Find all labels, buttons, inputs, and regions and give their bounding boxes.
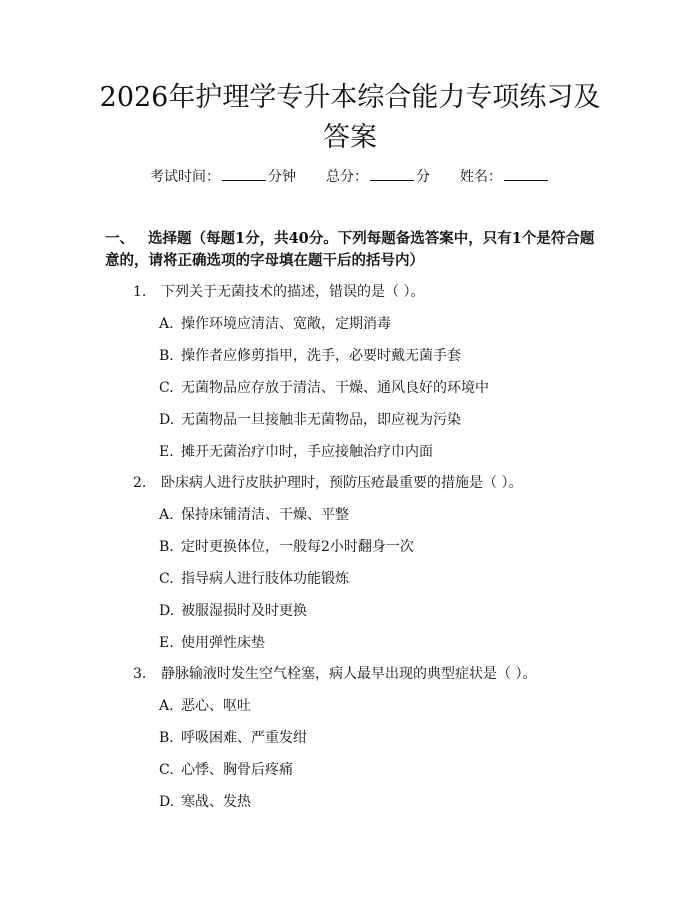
option-item — [159, 601, 307, 621]
option-text: 定时更换体位，一般每2小时翻身一次 — [181, 539, 414, 555]
option-text: 无菌物品一旦接触非无菌物品，即应视为污染 — [181, 412, 461, 428]
option-item — [159, 314, 391, 334]
option-item — [159, 378, 489, 398]
option-item — [159, 569, 349, 589]
option-text: 操作环境应清洁、宽敞，定期消毒 — [181, 316, 391, 332]
question-number: 1. — [133, 284, 147, 300]
name-label: 姓名： — [460, 169, 502, 185]
exam-score — [326, 166, 430, 188]
option-letter: B. — [159, 730, 174, 746]
question-number: 3. — [133, 666, 147, 682]
question-stem — [133, 664, 536, 684]
option-letter: B. — [159, 539, 174, 555]
option-letter: D. — [159, 412, 175, 428]
option-letter: A. — [159, 698, 174, 714]
option-text: 无菌物品应存放于清洁、干燥、通风良好的环境中 — [181, 380, 489, 396]
exam-meta — [0, 166, 700, 188]
time-label: 考试时间： — [150, 169, 220, 185]
option-text: 呼吸困难、严重发绀 — [181, 730, 307, 746]
question-text: 卧床病人进行皮肤护理时，预防压疮最重要的措施是（ ）。 — [161, 475, 523, 491]
question-stem — [133, 473, 522, 493]
option-text: 寒战、发热 — [181, 794, 251, 810]
option-item — [159, 792, 251, 812]
time-blank — [222, 167, 266, 181]
option-letter: A. — [159, 316, 174, 332]
score-blank — [370, 167, 414, 181]
option-text: 保持床铺清洁、干燥、平整 — [181, 507, 349, 523]
option-letter: E. — [159, 635, 174, 651]
option-item — [159, 505, 349, 525]
option-letter: C. — [159, 380, 174, 396]
option-item — [159, 537, 414, 557]
option-text: 操作者应修剪指甲，洗手，必要时戴无菌手套 — [181, 348, 461, 364]
option-letter: C. — [159, 571, 174, 587]
option-text: 使用弹性床垫 — [181, 635, 265, 651]
exam-name — [460, 166, 550, 188]
option-item — [159, 696, 251, 716]
section-number: 一、 — [105, 230, 134, 247]
option-text: 心悸、胸骨后疼痛 — [181, 762, 293, 778]
document-title: 2026年护理学专升本综合能力专项练习及答案 — [99, 82, 601, 153]
option-item — [159, 410, 461, 430]
exam-time — [150, 166, 296, 188]
option-letter: D. — [159, 794, 175, 810]
time-unit: 分钟 — [268, 169, 296, 185]
question-text: 下列关于无菌技术的描述，错误的是（ ）。 — [161, 284, 425, 300]
option-text: 被服湿损时及时更换 — [181, 603, 307, 619]
option-text: 指导病人进行肢体功能锻炼 — [181, 571, 349, 587]
option-item — [159, 442, 433, 462]
question-number: 2. — [133, 475, 147, 491]
question-text: 静脉输液时发生空气栓塞，病人最早出现的典型症状是（ ）。 — [161, 666, 537, 682]
option-item — [159, 760, 293, 780]
option-item — [159, 633, 265, 653]
option-letter: D. — [159, 603, 175, 619]
option-letter: A. — [159, 507, 174, 523]
option-item — [159, 728, 307, 748]
section-heading — [105, 228, 605, 272]
name-blank — [504, 167, 548, 181]
option-letter: B. — [159, 348, 174, 364]
question-stem — [133, 282, 424, 302]
option-letter: C. — [159, 762, 174, 778]
option-text: 摊开无菌治疗巾时，手应接触治疗巾内面 — [181, 444, 433, 460]
option-letter: E. — [159, 444, 174, 460]
option-text: 恶心、呕吐 — [181, 698, 251, 714]
section-text: 选择题（每题1分，共40分。下列每题备选答案中，只有1个是符合题意的，请将正确选项的字母填在题干后的括号内） — [105, 230, 595, 269]
score-unit: 分 — [416, 169, 430, 185]
score-label: 总分： — [326, 169, 368, 185]
option-item — [159, 346, 461, 366]
